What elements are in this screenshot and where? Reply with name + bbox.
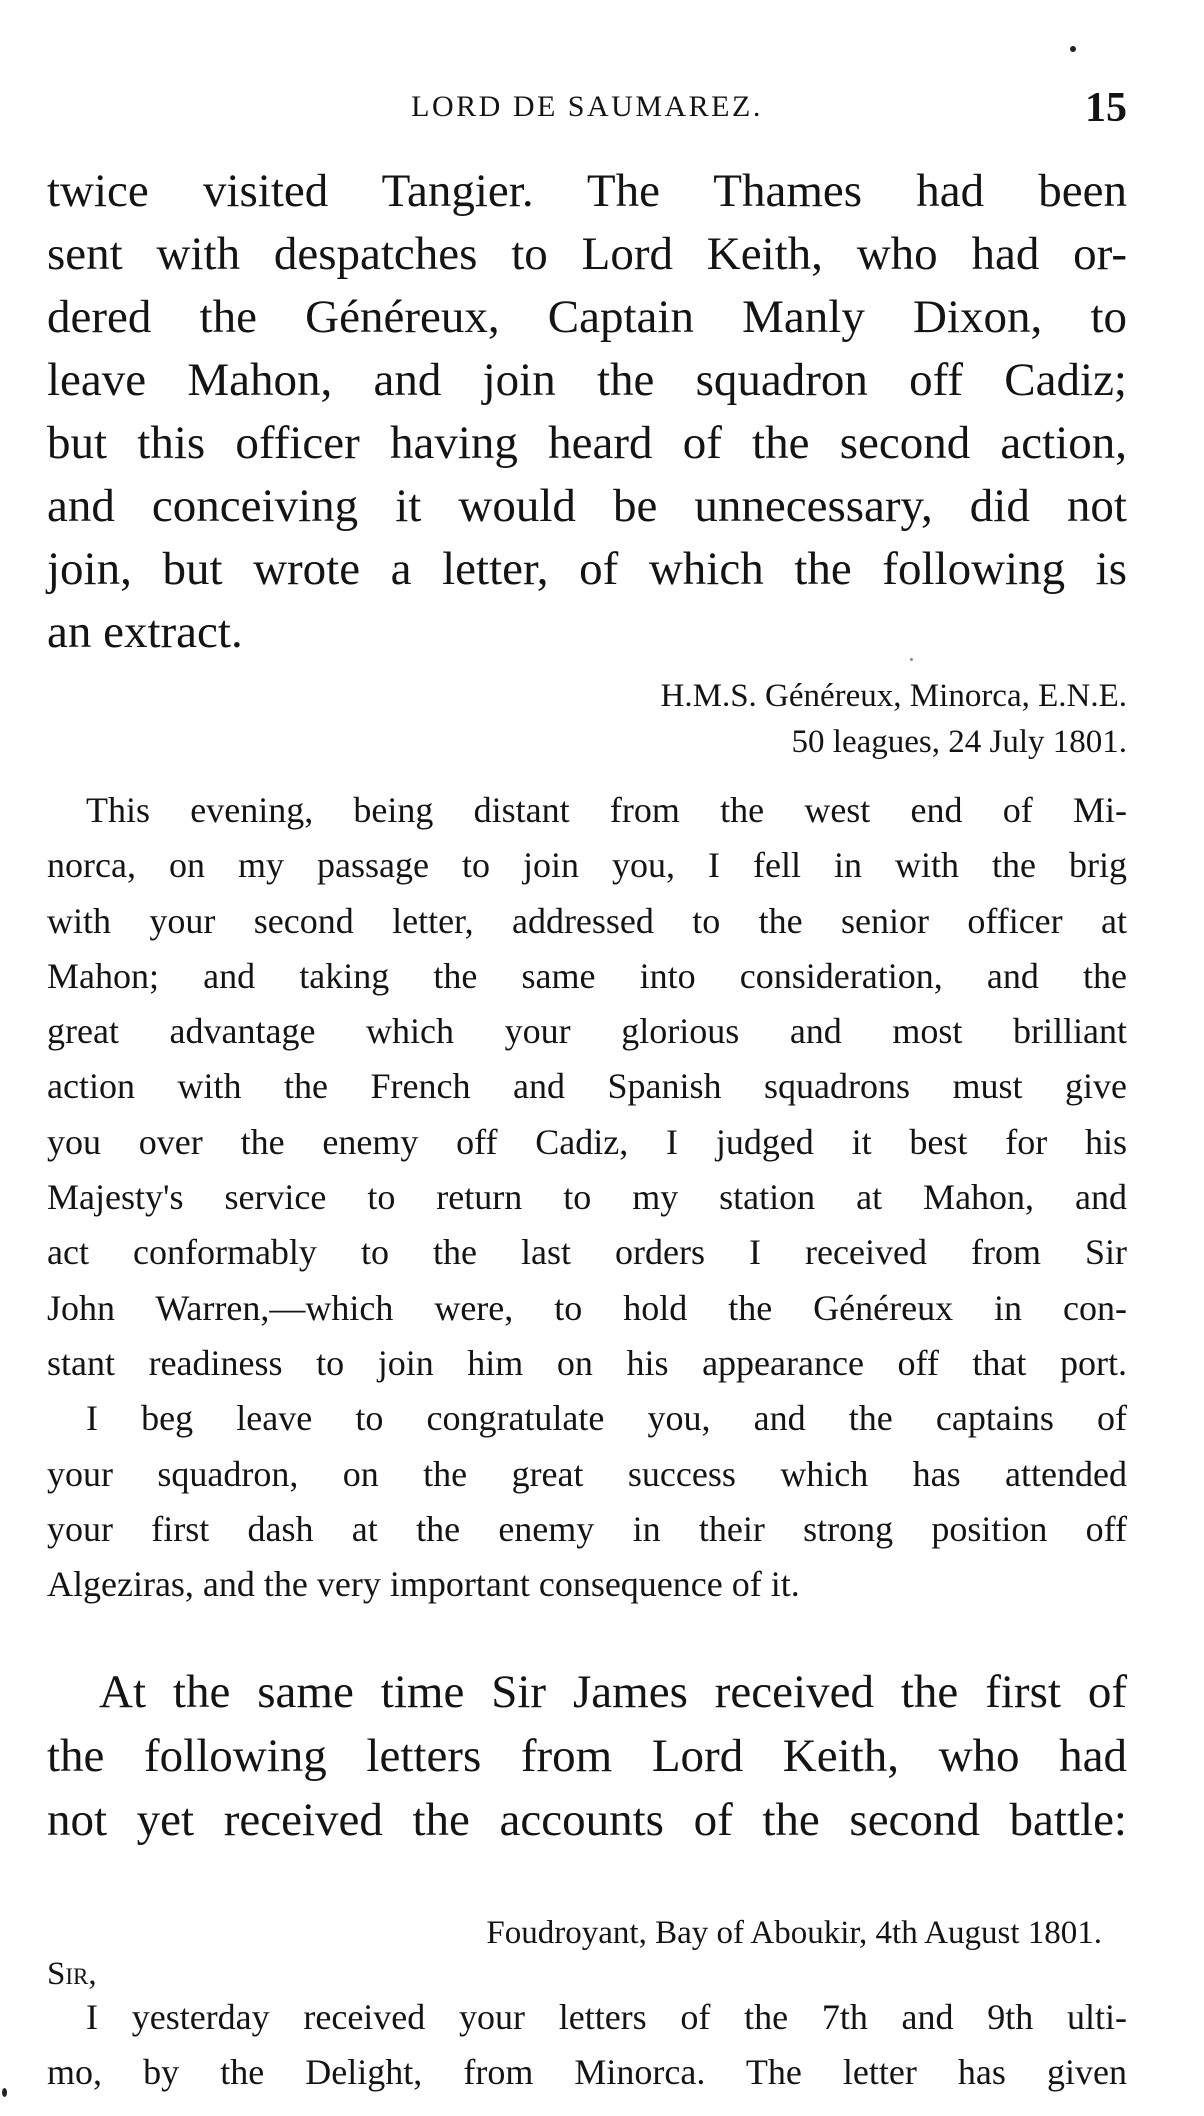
text-line: norca, on my passage to join you, I fell in with the brig xyxy=(47,845,1127,886)
text-line: sent with despatches to Lord Keith, who had or- xyxy=(47,228,1127,280)
text-line: action with the French and Spanish squadrons must give xyxy=(47,1066,1127,1107)
text-line: act conformably to the last orders I received from Sir xyxy=(47,1232,1127,1273)
text-line: and conceiving it would be unnecessary, did not xyxy=(47,480,1127,532)
letter-2-dateline xyxy=(486,1910,1102,1956)
text-line: mo, by the Delight, from Minorca. The letter has given xyxy=(47,2052,1127,2093)
text-line: Mahon; and taking the same into consideration, and the xyxy=(47,955,1127,996)
text-line: At the same time Sir James received the first of xyxy=(99,1666,1127,1718)
narrative-paragraph-1 xyxy=(47,160,1127,664)
letter-1-dateline xyxy=(661,673,1127,765)
dateline-line: Foudroyant, Bay of Aboukir, 4th August 1801. xyxy=(486,1915,1102,1951)
letter-2-salutation: Sir, xyxy=(47,1956,97,1992)
text-line: Majesty's service to return to my station at Mahon, and xyxy=(47,1177,1127,1218)
text-line: Algeziras, and the very important consequence of it. xyxy=(47,1564,800,1605)
text-line: an extract. xyxy=(47,606,243,658)
text-line: not yet received the accounts of the second battle: xyxy=(47,1794,1127,1846)
text-line: your squadron, on the great success which has attended xyxy=(47,1453,1127,1494)
narrative-paragraph-2 xyxy=(47,1660,1127,1852)
text-line: John Warren,—which were, to hold the Généreux in con- xyxy=(47,1287,1127,1328)
page-number: 15 xyxy=(1085,85,1127,131)
text-line: dered the Généreux, Captain Manly Dixon, to xyxy=(47,291,1127,343)
text-line: but this officer having heard of the second action, xyxy=(47,417,1127,469)
text-line: the following letters from Lord Keith, who had xyxy=(47,1730,1127,1782)
text-line: great advantage which your glorious and most brilliant xyxy=(47,1011,1127,1052)
text-line: twice visited Tangier. The Thames had been xyxy=(47,165,1127,217)
page-header xyxy=(47,84,1127,134)
text-line: join, but wrote a letter, of which the following is xyxy=(47,543,1127,595)
text-line: with your second letter, addressed to the senior officer at xyxy=(47,900,1127,941)
dateline-line: 50 leagues, 24 July 1801. xyxy=(791,724,1127,760)
letter-1-body xyxy=(47,783,1127,1612)
text-line: I yesterday received your letters of the 7th and 9th ulti- xyxy=(86,1997,1127,2037)
text-line: stant readiness to join him on his appearance off that port. xyxy=(47,1342,1127,1383)
text-line: your first dash at the enemy in their strong position off xyxy=(47,1508,1127,1549)
letter-2-body xyxy=(47,1990,1127,2101)
ink-speck xyxy=(910,658,913,661)
ink-speck xyxy=(2,2088,7,2097)
text-line: leave Mahon, and join the squadron off Cadiz; xyxy=(47,354,1127,406)
text-line: I beg leave to congratulate you, and the captains of xyxy=(86,1398,1127,1439)
ink-speck xyxy=(1070,46,1076,52)
text-line: you over the enemy off Cadiz, I judged it best for his xyxy=(47,1121,1127,1162)
dateline-line: H.M.S. Généreux, Minorca, E.N.E. xyxy=(660,678,1127,714)
text-line: This evening, being distant from the west end of Mi- xyxy=(86,790,1127,830)
running-title: LORD DE SAUMAREZ. xyxy=(411,90,763,123)
